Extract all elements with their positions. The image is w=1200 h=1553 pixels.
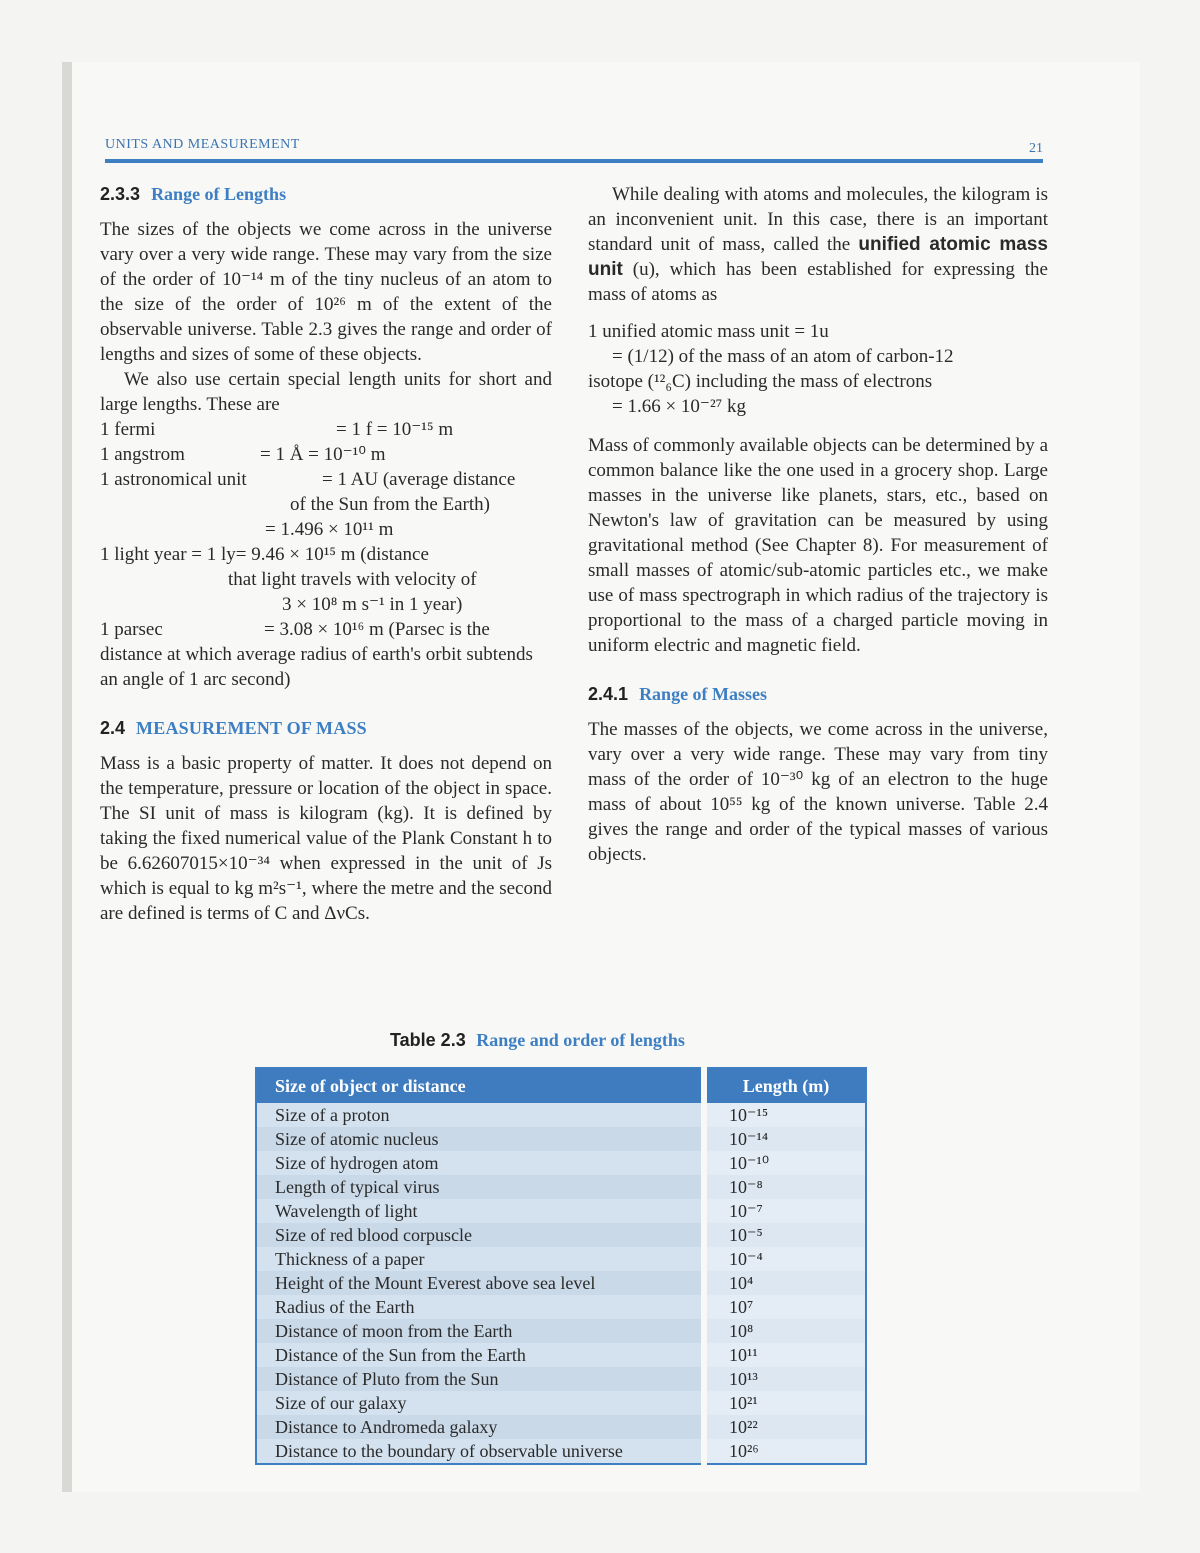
table-row — [256, 1367, 866, 1391]
section-title: Range of Lengths — [151, 184, 287, 204]
table-header-row — [256, 1068, 866, 1103]
section-title: Range of Masses — [639, 684, 768, 704]
page-number: 21 — [1029, 141, 1043, 156]
table-row — [256, 1223, 866, 1247]
bold-term: unified atomic mass unit — [588, 234, 1048, 280]
table-row — [256, 1319, 866, 1343]
unit-light-year: 1 light year = 1 ly= 9.46 × 10¹⁵ m (distance — [100, 544, 429, 565]
unit-parsec — [100, 617, 552, 642]
paragraph-atomic-mass — [588, 182, 1048, 307]
section-number: 2.4 — [100, 718, 126, 738]
unit-fermi — [100, 417, 552, 442]
text-run: (u), which has been established for expressing the mass of atoms as — [588, 259, 1048, 305]
text-run: While dealing with atoms and molecules, the kilogram is an inconvenient unit. In this case, there is an important standard unit of mass, called the — [588, 184, 1048, 255]
unit-value: = 1 f = 10⁻¹⁵ m — [336, 419, 454, 440]
column-header-object: Size of object or distance — [256, 1068, 704, 1103]
paragraph-mass-measurement: Mass of commonly available objects can be determined by a common balance like the one used in a grocery shop. Large masses in the universe like planets, stars, etc., based on Newton's law of gravitation can be measured by using gravitational method (See Chapter 8). For measurement of small masses of atomic/sub-atomic particles etc., we make use of mass spectrograph in which radius of the trajectory is proportional to the mass of a charged particle moving in uniform electric and magnetic field. — [588, 435, 1048, 656]
table-row — [256, 1295, 866, 1319]
right-column — [588, 182, 1048, 867]
running-header — [105, 135, 1043, 163]
amu-definition-line: isotope (¹²₆C) including the mass of electrons — [588, 371, 933, 392]
table-cell-object: Distance to Andromeda galaxy — [256, 1415, 704, 1439]
unit-label: 1 astronomical unit — [100, 469, 247, 490]
table-cell-length: 10⁻⁴ — [704, 1247, 866, 1271]
table-cell-object: Size of hydrogen atom — [256, 1151, 704, 1175]
table-cell-length: 10⁻⁷ — [704, 1199, 866, 1223]
unit-value: = 1 Å = 10⁻¹⁰ m — [260, 444, 386, 465]
table-cell-length: 10⁻¹⁵ — [704, 1103, 866, 1127]
table-cell-length: 10⁸ — [704, 1319, 866, 1343]
table-cell-length: 10⁷ — [704, 1295, 866, 1319]
table-cell-length: 10⁻⁵ — [704, 1223, 866, 1247]
table-row — [256, 1439, 866, 1464]
left-column — [100, 178, 552, 926]
table-cell-object: Distance of Pluto from the Sun — [256, 1367, 704, 1391]
unit-angstrom — [100, 442, 552, 467]
table-row — [256, 1151, 866, 1175]
table-cell-object: Size of a proton — [256, 1103, 704, 1127]
unit-continuation: of the Sun from the Earth) — [290, 494, 490, 515]
paragraph-special-units: We also use certain special length units for short and large lengths. These are — [100, 369, 552, 415]
section-number: 2.4.1 — [588, 684, 629, 704]
unit-astronomical — [100, 467, 552, 492]
table-cell-length: 10²² — [704, 1415, 866, 1439]
amu-definition-line: = 1.66 × 10⁻²⁷ kg — [612, 396, 747, 417]
table-caption — [390, 1030, 810, 1051]
unit-label: 1 fermi — [100, 419, 156, 440]
table-row — [256, 1271, 866, 1295]
chapter-title: UNITS AND MEASUREMENT — [105, 137, 300, 152]
table-cell-length: 10⁻¹⁴ — [704, 1127, 866, 1151]
table-cell-length: 10²¹ — [704, 1391, 866, 1415]
table-cell-object: Thickness of a paper — [256, 1247, 704, 1271]
table-cell-object: Size of atomic nucleus — [256, 1127, 704, 1151]
table-cell-length: 10⁻¹⁰ — [704, 1151, 866, 1175]
paragraph-measurement-mass: Mass is a basic property of matter. It does not depend on the temperature, pressure or location of the object in space. The SI unit of mass is kilogram (kg). It is defined by taking the fixed numerical value of the Plank Constant h to be 6.62607015×10⁻³⁴ when expressed in the unit of Js which is equal to kg m²s⁻¹, where the metre and the second are defined is terms of C and ΔνCs. — [100, 753, 552, 924]
table-cell-object: Length of typical virus — [256, 1175, 704, 1199]
amu-definition-line: 1 unified atomic mass unit = 1u — [588, 321, 829, 342]
column-header-length: Length (m) — [704, 1068, 866, 1103]
unit-value: = 1 AU (average distance — [322, 469, 516, 490]
unit-continuation: 3 × 10⁸ m s⁻¹ in 1 year) — [282, 594, 463, 615]
table-cell-length: 10²⁶ — [704, 1439, 866, 1464]
section-heading-2-4-1 — [588, 682, 1048, 707]
table-cell-object: Distance to the boundary of observable universe — [256, 1439, 704, 1464]
table-cell-object: Wavelength of light — [256, 1199, 704, 1223]
table-cell-object: Distance of the Sun from the Earth — [256, 1343, 704, 1367]
table-cell-object: Distance of moon from the Earth — [256, 1319, 704, 1343]
table-cell-object: Height of the Mount Everest above sea level — [256, 1271, 704, 1295]
table-row — [256, 1247, 866, 1271]
table-row — [256, 1343, 866, 1367]
table-row — [256, 1103, 866, 1127]
table-row — [256, 1391, 866, 1415]
table-title: Range and order of lengths — [476, 1030, 685, 1050]
table-cell-object: Size of red blood corpuscle — [256, 1223, 704, 1247]
unit-value: = 3.08 × 10¹⁶ m (Parsec is the — [264, 619, 490, 640]
unit-continuation: distance at which average radius of earth's orbit subtends an angle of 1 arc second) — [100, 644, 533, 690]
table-row — [256, 1415, 866, 1439]
amu-definition-line: = (1/12) of the mass of an atom of carbon-12 — [612, 346, 954, 367]
unit-label: 1 parsec — [100, 619, 163, 640]
section-heading-2-3-3 — [100, 182, 552, 207]
range-lengths-table — [255, 1067, 867, 1465]
section-heading-2-4 — [100, 716, 552, 741]
table-cell-object: Size of our galaxy — [256, 1391, 704, 1415]
table-number: Table 2.3 — [390, 1030, 466, 1050]
table-cell-length: 10⁻⁸ — [704, 1175, 866, 1199]
table-cell-length: 10¹¹ — [704, 1343, 866, 1367]
unit-continuation: = 1.496 × 10¹¹ m — [265, 519, 394, 540]
table-cell-length: 10⁴ — [704, 1271, 866, 1295]
paragraph-range-lengths: The sizes of the objects we come across in the universe vary over a very wide range. These may vary from the size of the order of 10⁻¹⁴ m of the tiny nucleus of an atom to the size of the order of 10²⁶ m of the extent of the observable universe. Table 2.3 gives the range and order of lengths and sizes of some of these objects. — [100, 219, 552, 365]
paragraph-range-masses: The masses of the objects, we come across in the universe, vary over a very wide range. These may vary from tiny mass of the order of 10⁻³⁰ kg of an electron to the huge mass of about 10⁵⁵ kg of the known universe. Table 2.4 gives the range and order of the typical masses of various objects. — [588, 719, 1048, 865]
section-number: 2.3.3 — [100, 184, 141, 204]
table-row — [256, 1127, 866, 1151]
table-body — [256, 1103, 866, 1464]
unit-continuation: that light travels with velocity of — [228, 569, 477, 590]
unit-label: 1 angstrom — [100, 444, 185, 465]
table-cell-length: 10¹³ — [704, 1367, 866, 1391]
table-row — [256, 1199, 866, 1223]
table-row — [256, 1175, 866, 1199]
table-cell-object: Radius of the Earth — [256, 1295, 704, 1319]
section-title: MEASUREMENT OF MASS — [136, 718, 367, 738]
